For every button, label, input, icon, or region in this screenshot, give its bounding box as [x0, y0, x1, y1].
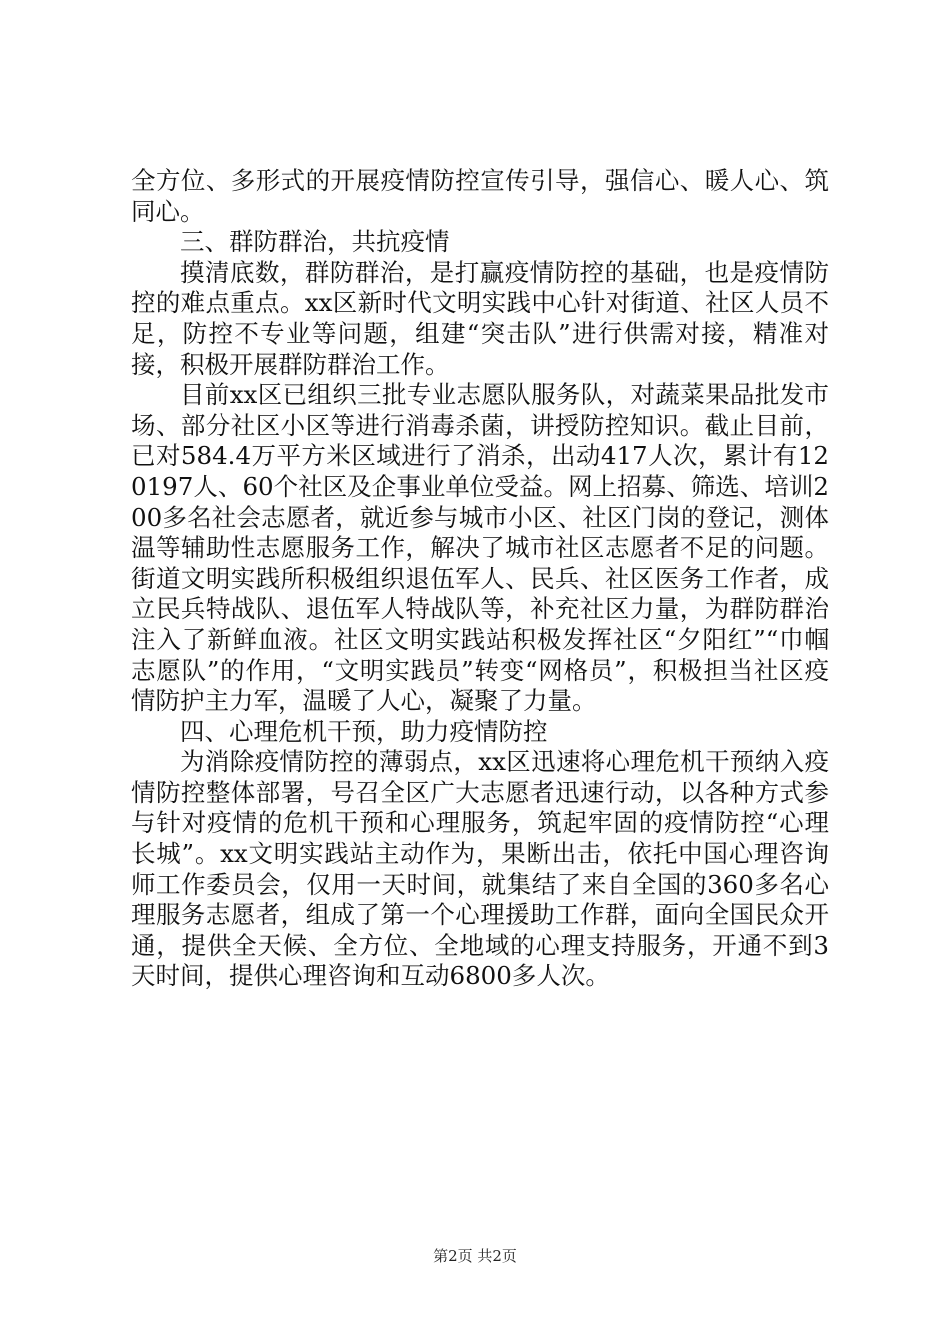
- paragraph-intro-continuation: 全方位、多形式的开展疫情防控宣传引导，强信心、暖人心、筑同心。: [131, 166, 829, 226]
- paragraph-4-1: 为消除疫情防控的薄弱点，xx区迅速将心理危机干预纳入疫情防控整体部署，号召全区广大志愿者迅速行动，以各种方式参与针对疫情的危机干预和心理服务，筑起牢固的疫情防控“心理长城”。xx文明实践站主动作为，果断出击，依托中国心理咨询师工作委员会，仅用一天时间，就集结了来自全国的360多名心理服务志愿者，组成了第一个心理援助工作群，面向全国民众开通，提供全天候、全方位、全地域的心理支持服务，开通不到3天时间，提供心理咨询和互动6800多人次。: [131, 747, 829, 991]
- paragraph-3-1: 摸清底数，群防群治，是打赢疫情防控的基础，也是疫情防控的难点重点。xx区新时代文明实践中心针对街道、社区人员不足，防控不专业等问题，组建“突击队”进行供需对接，精准对接，积极开展群防群治工作。: [131, 257, 829, 379]
- document-body: [131, 166, 829, 992]
- page-footer: 第2页 共2页: [433, 1247, 517, 1265]
- paragraph-3-2: 目前xx区已组织三批专业志愿队服务队，对蔬菜果品批发市场、部分社区小区等进行消毒杀菌，讲授防控知识。截止目前，已对584.4万平方米区域进行了消杀，出动417人次，累计有120197人、60个社区及企事业单位受益。网上招募、筛选、培训200多名社会志愿者，就近参与城市小区、社区门岗的登记，测体温等辅助性志愿服务工作，解决了城市社区志愿者不足的问题。街道文明实践所积极组织退伍军人、民兵、社区医务工作者，成立民兵特战队、退伍军人特战队等，补充社区力量，为群防群治注入了新鲜血液。社区文明实践站积极发挥社区“夕阳红”“巾帼志愿队”的作用，“文明实践员”转变“网格员”，积极担当社区疫情防护主力军，温暖了人心，凝聚了力量。: [131, 380, 829, 716]
- section-heading-4: 四、心理危机干预，助力疫情防控: [180, 716, 548, 746]
- section-heading-3: 三、群防群治，共抗疫情: [180, 227, 450, 257]
